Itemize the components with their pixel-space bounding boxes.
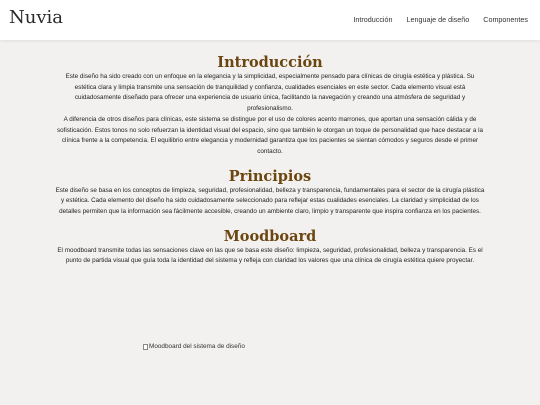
main-content — [55, 40, 485, 267]
nav-link-introduccion[interactable]: Introducción — [353, 15, 393, 24]
brand-logo[interactable]: Nuvia — [9, 7, 63, 28]
nav-links — [339, 15, 528, 24]
principles-title: Principios — [228, 167, 312, 185]
moodboard-paragraph: El moodboard transmite todas las sensaciones clave en las que se basa este diseño: limpieza, seguridad, profesionalidad, belleza y transparencia. Es el punto de partida visual que guía toda la identidad del sistema y refleja con claridad los valores que una clínica de cirugía estética quiere proyectar. — [57, 246, 483, 265]
nav-link-componentes[interactable]: Componentes — [483, 15, 528, 24]
intro-title: Introducción — [217, 54, 323, 71]
top-navbar — [0, 0, 540, 40]
principles-paragraph: Este diseño se basa en los conceptos de limpieza, seguridad, profesionalidad, belleza y transparencia, fundamentales para el sector de la cirugía plástica y estética. Cada elemento del diseño ha sido cuidadosamente seleccionado para reflejar estas cualidades esenciales. La claridad y simplicidad de los detalles permiten que la información sea fácilmente accesible, creando un ambiente claro, limpio y transparente que inspira confianza en los pacientes. — [55, 186, 485, 216]
intro-paragraph-1: Este diseño ha sido creado con un enfoque en la elegancia y la simplicidad, especialmente pensado para clínicas de cirugía estética y plástica. Su estética clara y limpia transmite una sensación de tranquilidad y confianza, cualidades esenciales en este sector. Cada elemento visual está cuidadosamente diseñado para ofrecer una experiencia de usuario única, facilitando la navegación y creando una atmósfera de seguridad y profesionalismo. — [65, 73, 475, 113]
nav-link-lenguaje-de-diseno[interactable]: Lenguaje de diseño — [406, 15, 470, 24]
broken-image-icon — [143, 344, 148, 350]
moodboard-image — [143, 343, 245, 350]
moodboard-title: Moodboard — [223, 227, 317, 245]
moodboard-image-alt: Moodboard del sistema de diseño — [149, 343, 245, 350]
intro-paragraph-2: A diferencia de otros diseños para clínicas, este sistema se distingue por el uso de colores acento marrones, que aportan una sensación cálida y de sofisticación. Estos tonos no solo refuerzan la identidad visual del espacio, sino que también le otorgan un toque de personalidad que hace destacar a la clínica frente a la competencia. El equilibrio entre elegancia y modernidad garantiza que los pacientes se sientan cómodos y seguros desde el primer contacto. — [56, 115, 484, 155]
